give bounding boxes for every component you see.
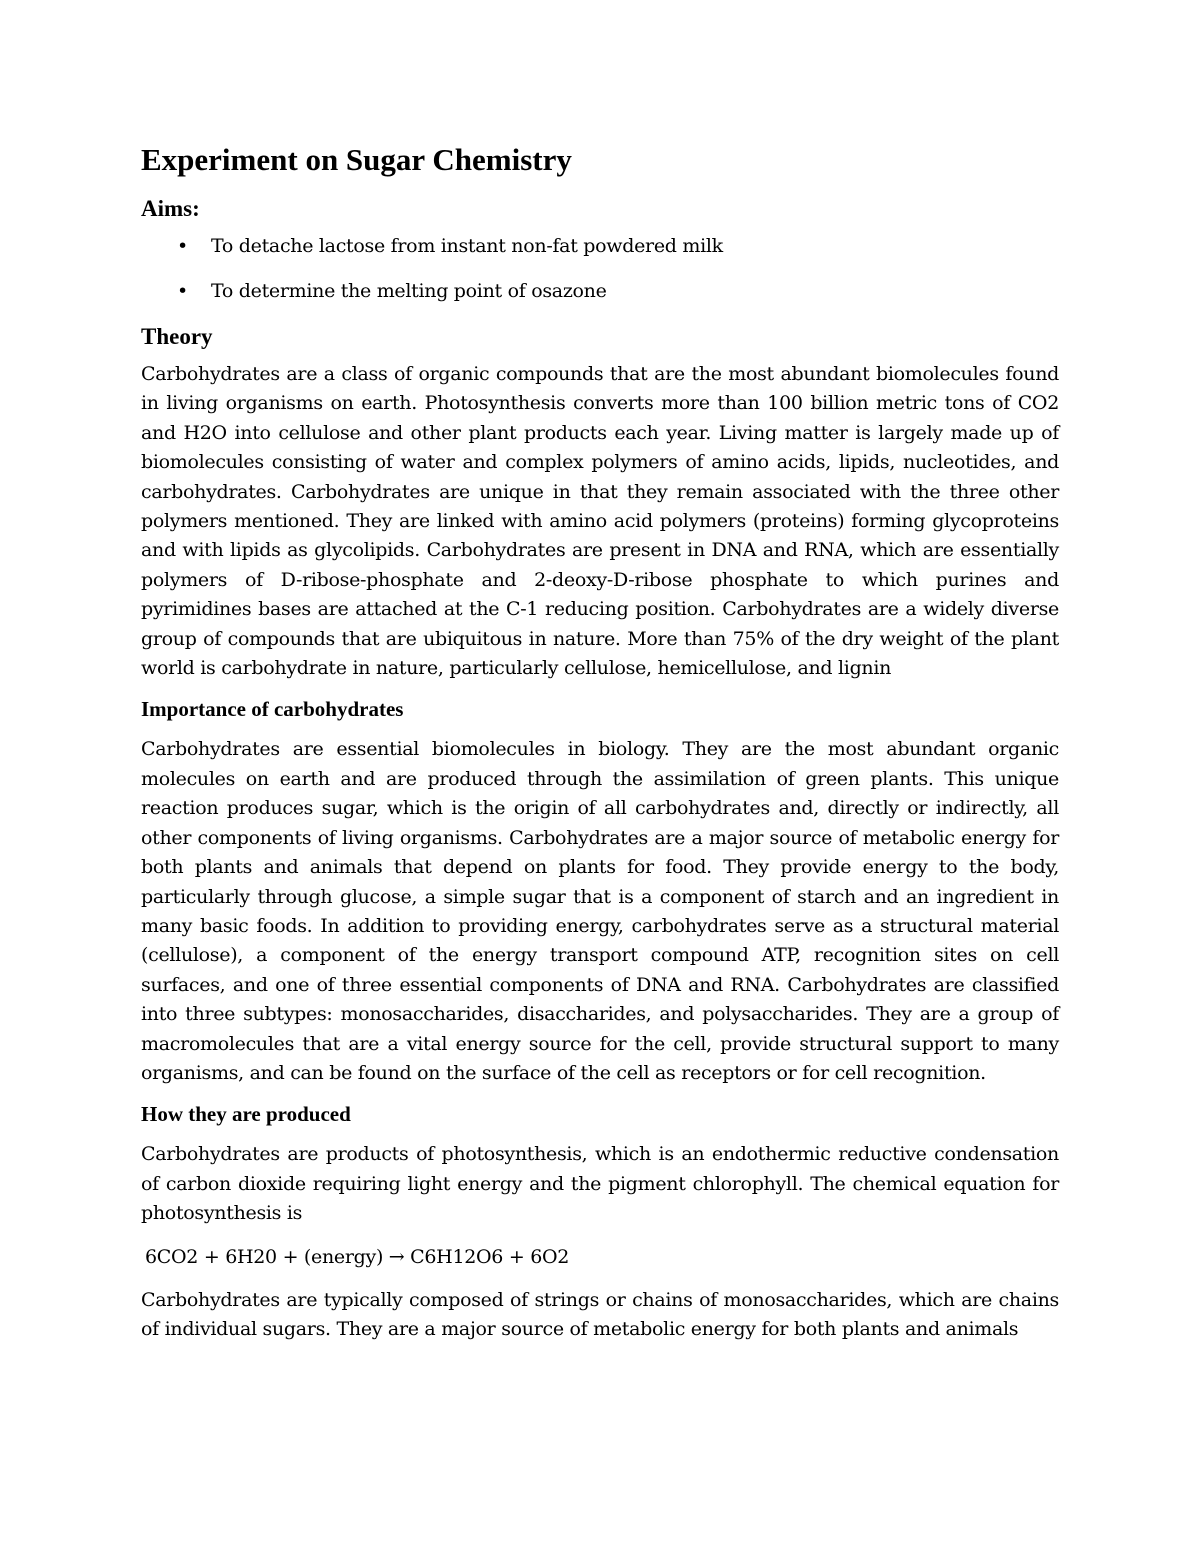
bullet-icon: • bbox=[177, 235, 188, 257]
produced-heading: How they are produced bbox=[141, 1102, 351, 1127]
importance-heading: Importance of carbohydrates bbox=[141, 697, 404, 722]
list-item bbox=[141, 232, 1059, 261]
closing-paragraph: Carbohydrates are typically composed of strings or chains of monosaccharides, which are chains of individual sugars. They are a major source of metabolic energy for both plants and animals bbox=[141, 1288, 1059, 1341]
theory-heading: Theory bbox=[141, 324, 213, 349]
list-item bbox=[141, 277, 1059, 306]
document-page bbox=[141, 140, 1059, 1357]
importance-paragraph: Carbohydrates are essential biomolecules in biology. They are the most abundant organic molecules on earth and are produced through the assimilation of green plants. This unique reaction produces sugar, which is the origin of all carbohydrates and, directly or indirectly, all other components of living organisms. Carbohydrates are a major source of metabolic energy for both plants and animals that depend on plants for food. They provide energy to the body, particularly through glucose, a simple sugar that is a component of starch and an ingredient in many basic foods. In addition to providing energy, carbohydrates serve as a structural material (cellulose), a component of the energy transport compound ATP, recognition sites on cell surfaces, and one of three essential components of DNA and RNA. Carbohydrates are classified into three subtypes: monosaccharides, disaccharides, and polysaccharides. They are a group of macromolecules that are a vital energy source for the cell, provide structural support to many organisms, and can be found on the surface of the cell as receptors or for cell recognition. bbox=[141, 738, 1059, 1084]
produced-paragraph: Carbohydrates are products of photosynthesis, which is an endothermic reductive condensation of carbon dioxide requiring light energy and the pigment chlorophyll. The chemical equation for photosynthesis is bbox=[141, 1143, 1059, 1225]
theory-paragraph: Carbohydrates are a class of organic compounds that are the most abundant biomolecules found in living organisms on earth. Photosynthesis converts more than 100 billion metric tons of CO2 and H2O into cellulose and other plant products each year. Living matter is largely made up of biomolecules consisting of water and complex polymers of amino acids, lipids, nucleotides, and carbohydrates. Carbohydrates are unique in that they remain associated with the three other polymers mentioned. They are linked with amino acid polymers (proteins) forming glycoproteins and with lipids as glycolipids. Carbohydrates are present in DNA and RNA, which are essentially polymers of D-ribose-phosphate and 2-deoxy-D-ribose phosphate to which purines and pyrimidines bases are attached at the C-1 reducing position. Carbohydrates are a widely diverse group of compounds that are ubiquitous in nature. More than 75% of the dry weight of the plant world is carbohydrate in nature, particularly cellulose, hemicellulose, and lignin bbox=[141, 363, 1059, 680]
aim-text: To determine the melting point of osazone bbox=[211, 280, 607, 302]
bullet-icon: • bbox=[177, 280, 188, 302]
aim-text: To detache lactose from instant non-fat powdered milk bbox=[211, 235, 723, 257]
aims-heading: Aims: bbox=[141, 196, 200, 221]
photosynthesis-equation: 6CO2 + 6H20 + (energy) → C6H12O6 + 6O2 bbox=[145, 1245, 570, 1268]
document-title: Experiment on Sugar Chemistry bbox=[141, 142, 572, 177]
aims-list bbox=[141, 232, 1059, 306]
